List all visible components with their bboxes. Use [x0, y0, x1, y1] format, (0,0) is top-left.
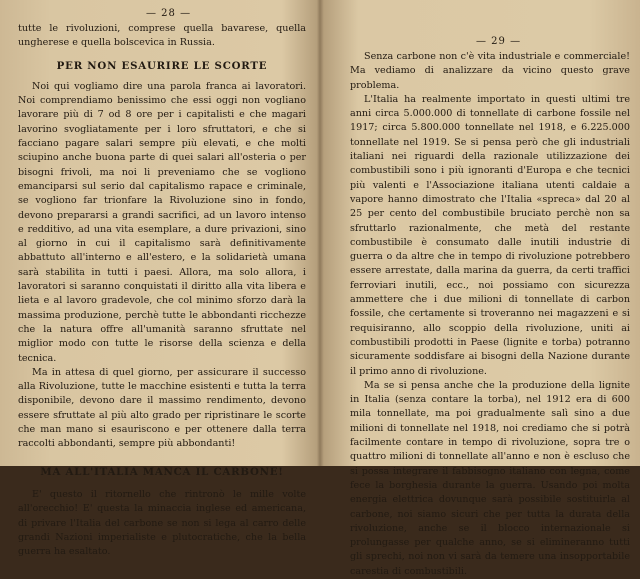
right-page: [322, 0, 640, 577]
right-paragraph-2: Ma se si pensa anche che la produzione della lignite in Italia (senza contare la torba), nel 1912 era di 600 mila tonnellate, ma poi gradualmente salì sino a due milioni di tonnellate nel 1918, noi crediamo che si potrà facilmente contare in tempo di rivoluzione, sopra tre o quattro milioni di tonnellate all'anno e non è escluso che si possa integrare il fabbisogno italiano con legna, come fece la borghesia durante la guerra. Usando poi molta energia elettrica dovunque sarà possibile sostituirla al carbone, noi siamo sicuri che per tutta la durata della rivoluzione, anche se il blocco internazionale si prolungasse per qualche anno, se si elimineranno tutti gli sprechi, noi non vi sarà da temere una insopportabile carestia di combustibili.: [350, 379, 630, 577]
page-number-right: — 29 —: [476, 36, 522, 47]
right-opening-lines: Senza carbone non c'è vita industriale e commerciale! Ma vediamo di analizzare da vicino questo grave problema.: [350, 51, 630, 91]
right-paragraph-1: L'Italia ha realmente importato in questi ultimi tre anni circa 5.000.000 di tonnellate di carbone fossile nel 1917; circa 5.800.000 tonnellate nel 1918, e 6.225.000 tonnellate nel 1919. Se si pensa però che gli industriali italiani nei riguardi della razionale utilizzazione dei combustibili sono i più ignoranti d'Europa e che tecnici più valenti e l'Associazione italiana utenti caldaie a vapore hanno dimostrato che l'Italia «spreca» dal 20 al 25 per cento del combustibile bruciato perchè non sa sfruttarlo razionalmente, che metà del restante combustibile è consumato dalle inutili industrie di guerra o da altre che in tempo di rivoluzione potrebbero essere arrestate, dalla marina da guerra, da certi traffici ferroviari inutili, ecc., noi possiamo con sicurezza ammettere che i due milioni di tonnellate di carbon fossile, che certamente si troveranno nei magazzeni e si requisiranno, allo scoppio della rivoluzione, uniti ai combustibili prodotti in Paese (lignite e torba) potranno sicuramente soddisfare ai bisogni della Nazione durante il primo anno di rivoluzione.: [350, 93, 630, 377]
left-page-text: [18, 22, 306, 559]
heading-manca-carbone: MA ALL'ITALIA MANCA IL CARBONE!: [40, 465, 284, 478]
page-number-left: — 28 —: [146, 8, 192, 19]
right-page-text: [350, 50, 630, 579]
left-paragraph-3: E' questo il ritornello che rintronò le mille volte all'orecchio! E' questa la minaccia inglese ed americana, di privare l'Italia del carbone se non si lega al carro delle grandi Nazioni imperialiste e plutocratiche, che la bella guerra ha esaltato.: [18, 488, 306, 558]
left-opening-lines: tutte le rivoluzioni, comprese quella bavarese, quella ungherese e quella bolscevica in Russia.: [18, 23, 306, 49]
left-paragraph-2: Ma in attesa di quel giorno, per assicurare il successo alla Rivoluzione, tutte le macchine esistenti e tutta la terra disponibile, devono dare il massimo rendimento, devono essere sfruttate al più alto grado per ripristinare le scorte che man mano si esauriscono e per ottenere dalla terra raccolti abbondanti, sempre più abbondanti!: [18, 366, 306, 450]
left-paragraph-1: Noi qui vogliamo dire una parola franca ai lavoratori. Noi comprendiamo benissimo che essi oggi non vogliano lavorare più di 7 od 8 ore per i capitalisti e che magari lavorino svogliatamente per i loro sfruttatori, e che si facciano pagare salari sempre più elevati, e che molti sciupino anche buona parte di quei salari all'osteria o per bisogni frivoli, ma noi li preveniamo che se vogliono emanciparsi sul serio dal capitalismo rapace e criminale, se vogliono far trionfare la Rivoluzione sino in fondo, devono prepararsi a grandi sacrifici, ad un lavoro intenso e redditivo, ad una vita esemplare, a dure privazioni, sino al giorno in cui il capitalismo sarà definitivamente abbattuto all'interno e all'estero, e la solidarietà umana sarà stabilita in tutti i paesi. Allora, ma solo allora, i lavoratori si saranno conquistati il diritto alla vita libera e lieta e al lavoro gradevole, che col minimo sforzo darà la massima produzione, perchè tutte le abbondanti ricchezze che la natura offre all'umanità saranno sfruttate nel miglior modo con tutte le risorse della scienza e della tecnica.: [18, 80, 306, 364]
heading-per-non-esaurire: PER NON ESAURIRE LE SCORTE: [56, 59, 268, 72]
left-page: [0, 0, 318, 558]
